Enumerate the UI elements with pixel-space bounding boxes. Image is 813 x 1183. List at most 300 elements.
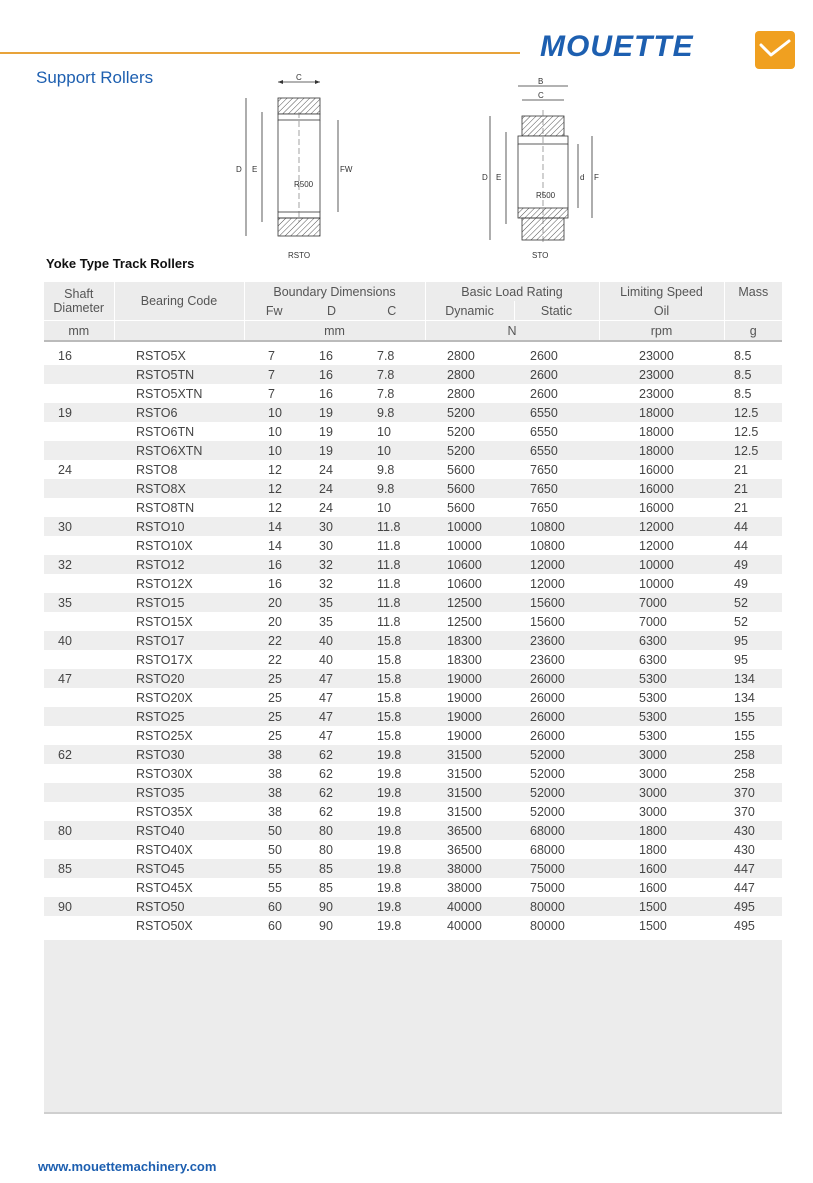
cell-mass: 258 [724, 764, 782, 783]
cell-code: RSTO45 [114, 859, 244, 878]
cell-mass: 430 [724, 821, 782, 840]
cell-d: 62 [304, 802, 359, 821]
rsto-label-r: R500 [294, 180, 314, 189]
cell-shaft [44, 707, 114, 726]
cell-fw: 25 [244, 726, 304, 745]
header-unit-g: g [724, 321, 782, 342]
cell-c: 19.8 [359, 821, 425, 840]
rsto-label-c: C [296, 73, 302, 82]
cell-code: RSTO35 [114, 783, 244, 802]
cell-static: 7650 [514, 460, 599, 479]
cell-speed: 23000 [599, 384, 724, 403]
cell-shaft: 16 [44, 346, 114, 365]
cell-c: 19.8 [359, 897, 425, 916]
cell-static: 2600 [514, 384, 599, 403]
cell-static: 10800 [514, 517, 599, 536]
cell-fw: 25 [244, 669, 304, 688]
rsto-label-d: D [236, 165, 242, 174]
cell-d: 47 [304, 726, 359, 745]
table-row [44, 821, 782, 840]
cell-shaft [44, 916, 114, 935]
cell-speed: 1600 [599, 878, 724, 897]
table-row [44, 897, 782, 916]
cell-mass: 21 [724, 479, 782, 498]
cell-speed: 6300 [599, 650, 724, 669]
cell-fw: 55 [244, 859, 304, 878]
rsto-drawing [228, 72, 368, 262]
cell-d: 62 [304, 783, 359, 802]
cell-mass: 370 [724, 802, 782, 821]
cell-dynamic: 31500 [425, 802, 514, 821]
cell-static: 6550 [514, 403, 599, 422]
cell-c: 7.8 [359, 384, 425, 403]
table-row [44, 593, 782, 612]
cell-shaft [44, 688, 114, 707]
cell-d: 19 [304, 403, 359, 422]
cell-speed: 16000 [599, 479, 724, 498]
cell-dynamic: 12500 [425, 593, 514, 612]
cell-code: RSTO15 [114, 593, 244, 612]
cell-static: 52000 [514, 745, 599, 764]
table-row [44, 802, 782, 821]
sto-label-d: D [482, 173, 488, 182]
table-row [44, 745, 782, 764]
cell-static: 23600 [514, 650, 599, 669]
table-row [44, 346, 782, 365]
cell-dynamic: 5200 [425, 422, 514, 441]
cell-c: 19.8 [359, 878, 425, 897]
cell-code: RSTO8X [114, 479, 244, 498]
cell-static: 6550 [514, 441, 599, 460]
cell-shaft: 30 [44, 517, 114, 536]
cell-c: 15.8 [359, 726, 425, 745]
sto-label-f: F [594, 173, 599, 182]
cell-shaft [44, 612, 114, 631]
header-unit-rpm: rpm [599, 321, 724, 342]
cell-c: 19.8 [359, 840, 425, 859]
cell-fw: 38 [244, 783, 304, 802]
cell-dynamic: 18300 [425, 631, 514, 650]
cell-shaft: 85 [44, 859, 114, 878]
cell-dynamic: 12500 [425, 612, 514, 631]
cell-static: 26000 [514, 688, 599, 707]
cell-shaft [44, 365, 114, 384]
cell-static: 68000 [514, 821, 599, 840]
cell-dynamic: 36500 [425, 840, 514, 859]
cell-code: RSTO8TN [114, 498, 244, 517]
table-row [44, 840, 782, 859]
cell-dynamic: 38000 [425, 859, 514, 878]
cell-static: 52000 [514, 802, 599, 821]
cell-static: 80000 [514, 897, 599, 916]
header-c: C [359, 301, 425, 321]
specs-table [44, 282, 782, 935]
cell-speed: 6300 [599, 631, 724, 650]
cell-fw: 14 [244, 517, 304, 536]
cell-mass: 12.5 [724, 441, 782, 460]
cell-fw: 16 [244, 555, 304, 574]
cell-shaft [44, 498, 114, 517]
cell-mass: 12.5 [724, 403, 782, 422]
cell-dynamic: 31500 [425, 783, 514, 802]
cell-fw: 38 [244, 745, 304, 764]
cell-c: 19.8 [359, 783, 425, 802]
table-row [44, 650, 782, 669]
cell-c: 9.8 [359, 403, 425, 422]
table-row [44, 783, 782, 802]
cell-static: 26000 [514, 707, 599, 726]
cell-static: 80000 [514, 916, 599, 935]
cell-dynamic: 38000 [425, 878, 514, 897]
cell-fw: 55 [244, 878, 304, 897]
cell-dynamic: 2800 [425, 365, 514, 384]
cell-fw: 10 [244, 441, 304, 460]
cell-fw: 12 [244, 460, 304, 479]
footer-website-link[interactable]: www.mouettemachinery.com [38, 1159, 217, 1174]
cell-speed: 23000 [599, 365, 724, 384]
cell-speed: 16000 [599, 498, 724, 517]
cell-c: 11.8 [359, 555, 425, 574]
cell-mass: 95 [724, 650, 782, 669]
table-row [44, 726, 782, 745]
cell-code: RSTO10X [114, 536, 244, 555]
cell-shaft [44, 574, 114, 593]
cell-dynamic: 10000 [425, 517, 514, 536]
cell-dynamic: 40000 [425, 897, 514, 916]
cell-shaft: 35 [44, 593, 114, 612]
cell-mass: 52 [724, 593, 782, 612]
cell-d: 85 [304, 859, 359, 878]
cell-mass: 447 [724, 878, 782, 897]
cell-fw: 60 [244, 916, 304, 935]
cell-shaft: 24 [44, 460, 114, 479]
header-mass: Mass [724, 282, 782, 301]
cell-dynamic: 31500 [425, 745, 514, 764]
cell-shaft [44, 726, 114, 745]
cell-code: RSTO17X [114, 650, 244, 669]
cell-code: RSTO5X [114, 346, 244, 365]
table-row [44, 365, 782, 384]
cell-c: 19.8 [359, 859, 425, 878]
header-unit-mm-boundary: mm [244, 321, 425, 342]
cell-speed: 5300 [599, 688, 724, 707]
cell-fw: 10 [244, 422, 304, 441]
cell-shaft [44, 536, 114, 555]
cell-d: 24 [304, 460, 359, 479]
header-shaft: Shaft Diameter [44, 282, 114, 321]
table-row [44, 631, 782, 650]
cell-dynamic: 10000 [425, 536, 514, 555]
cell-mass: 495 [724, 916, 782, 935]
cell-dynamic: 5600 [425, 460, 514, 479]
cell-d: 85 [304, 878, 359, 897]
cell-fw: 20 [244, 593, 304, 612]
cell-fw: 25 [244, 707, 304, 726]
cell-mass: 370 [724, 783, 782, 802]
cell-dynamic: 5600 [425, 479, 514, 498]
table-row [44, 707, 782, 726]
cell-mass: 430 [724, 840, 782, 859]
table-title: Yoke Type Track Rollers [46, 256, 195, 271]
cell-mass: 134 [724, 688, 782, 707]
cell-shaft: 62 [44, 745, 114, 764]
cell-speed: 18000 [599, 422, 724, 441]
cell-code: RSTO45X [114, 878, 244, 897]
cell-mass: 12.5 [724, 422, 782, 441]
table-row [44, 555, 782, 574]
brand-bird-icon [755, 31, 795, 69]
cell-code: RSTO6XTN [114, 441, 244, 460]
page-title: Support Rollers [36, 68, 154, 87]
cell-shaft: 19 [44, 403, 114, 422]
sto-drawing [478, 72, 618, 262]
cell-mass: 258 [724, 745, 782, 764]
cell-d: 32 [304, 574, 359, 593]
cell-c: 11.8 [359, 593, 425, 612]
cell-d: 80 [304, 821, 359, 840]
cell-mass: 44 [724, 536, 782, 555]
cell-dynamic: 31500 [425, 764, 514, 783]
bottom-rule [44, 1112, 782, 1114]
cell-shaft [44, 422, 114, 441]
table-row [44, 688, 782, 707]
cell-c: 9.8 [359, 460, 425, 479]
cell-shaft: 47 [44, 669, 114, 688]
header-d: D [304, 301, 359, 321]
brand-logo-text: MOUETTE [540, 30, 694, 63]
cell-d: 47 [304, 669, 359, 688]
cell-fw: 7 [244, 346, 304, 365]
header-load: Basic Load Rating [425, 282, 599, 301]
cell-static: 12000 [514, 555, 599, 574]
cell-static: 75000 [514, 878, 599, 897]
table-row [44, 669, 782, 688]
cell-code: RSTO25X [114, 726, 244, 745]
cell-d: 32 [304, 555, 359, 574]
sto-label-r: R500 [536, 191, 556, 200]
cell-dynamic: 5600 [425, 498, 514, 517]
cell-mass: 495 [724, 897, 782, 916]
cell-static: 6550 [514, 422, 599, 441]
cell-speed: 1800 [599, 821, 724, 840]
sto-label-c: C [538, 91, 544, 100]
cell-static: 15600 [514, 612, 599, 631]
cell-d: 35 [304, 612, 359, 631]
cell-mass: 8.5 [724, 346, 782, 365]
cell-speed: 5300 [599, 707, 724, 726]
cell-fw: 10 [244, 403, 304, 422]
header-unit-mm: mm [44, 321, 114, 342]
cell-speed: 18000 [599, 441, 724, 460]
cell-code: RSTO30 [114, 745, 244, 764]
cell-speed: 3000 [599, 745, 724, 764]
table-row [44, 536, 782, 555]
rsto-label-e: E [252, 165, 258, 174]
cell-mass: 49 [724, 574, 782, 593]
cell-shaft [44, 650, 114, 669]
cell-fw: 25 [244, 688, 304, 707]
cell-static: 26000 [514, 669, 599, 688]
rsto-caption: RSTO [288, 251, 311, 260]
cell-dynamic: 2800 [425, 346, 514, 365]
cell-speed: 1500 [599, 897, 724, 916]
cell-shaft: 32 [44, 555, 114, 574]
cell-code: RSTO12 [114, 555, 244, 574]
table-row [44, 441, 782, 460]
cell-shaft: 80 [44, 821, 114, 840]
cell-c: 10 [359, 441, 425, 460]
table-row [44, 859, 782, 878]
cell-dynamic: 40000 [425, 916, 514, 935]
cell-dynamic: 5200 [425, 403, 514, 422]
cell-static: 15600 [514, 593, 599, 612]
cell-dynamic: 19000 [425, 707, 514, 726]
cell-mass: 155 [724, 707, 782, 726]
cell-c: 11.8 [359, 574, 425, 593]
cell-speed: 10000 [599, 574, 724, 593]
cell-c: 15.8 [359, 631, 425, 650]
header-unit-n: N [425, 321, 599, 342]
cell-static: 10800 [514, 536, 599, 555]
cell-fw: 38 [244, 764, 304, 783]
cell-code: RSTO6TN [114, 422, 244, 441]
cell-static: 52000 [514, 764, 599, 783]
cell-code: RSTO30X [114, 764, 244, 783]
cell-dynamic: 19000 [425, 726, 514, 745]
cell-fw: 16 [244, 574, 304, 593]
cell-shaft [44, 441, 114, 460]
cell-shaft [44, 802, 114, 821]
cell-d: 30 [304, 517, 359, 536]
cell-code: RSTO35X [114, 802, 244, 821]
cell-mass: 155 [724, 726, 782, 745]
cell-fw: 50 [244, 821, 304, 840]
table-row [44, 422, 782, 441]
cell-d: 16 [304, 346, 359, 365]
table-row [44, 517, 782, 536]
cell-shaft: 90 [44, 897, 114, 916]
header-fw: Fw [244, 301, 304, 321]
cell-static: 2600 [514, 346, 599, 365]
cell-code: RSTO40 [114, 821, 244, 840]
cell-speed: 5300 [599, 669, 724, 688]
cell-d: 30 [304, 536, 359, 555]
cell-d: 47 [304, 688, 359, 707]
sto-caption: STO [532, 251, 549, 260]
cell-speed: 3000 [599, 783, 724, 802]
cell-d: 90 [304, 897, 359, 916]
table-row [44, 479, 782, 498]
cell-speed: 5300 [599, 726, 724, 745]
cell-code: RSTO25 [114, 707, 244, 726]
table-row [44, 612, 782, 631]
cell-c: 15.8 [359, 669, 425, 688]
cell-d: 40 [304, 650, 359, 669]
cell-c: 10 [359, 422, 425, 441]
cell-code: RSTO6 [114, 403, 244, 422]
cell-c: 7.8 [359, 346, 425, 365]
cell-static: 7650 [514, 479, 599, 498]
cell-fw: 12 [244, 498, 304, 517]
cell-static: 68000 [514, 840, 599, 859]
cell-static: 52000 [514, 783, 599, 802]
cell-fw: 22 [244, 650, 304, 669]
header-boundary: Boundary Dimensions [244, 282, 425, 301]
header-speed: Limiting Speed [599, 282, 724, 301]
cell-mass: 52 [724, 612, 782, 631]
cell-static: 75000 [514, 859, 599, 878]
cell-static: 2600 [514, 365, 599, 384]
cell-d: 16 [304, 384, 359, 403]
cell-fw: 20 [244, 612, 304, 631]
cell-dynamic: 36500 [425, 821, 514, 840]
table-row [44, 878, 782, 897]
cell-speed: 10000 [599, 555, 724, 574]
cell-dynamic: 2800 [425, 384, 514, 403]
cell-code: RSTO5XTN [114, 384, 244, 403]
cell-mass: 95 [724, 631, 782, 650]
cell-speed: 3000 [599, 802, 724, 821]
cell-mass: 8.5 [724, 365, 782, 384]
cell-shaft [44, 764, 114, 783]
table-row [44, 498, 782, 517]
cell-d: 35 [304, 593, 359, 612]
cell-fw: 22 [244, 631, 304, 650]
cell-mass: 44 [724, 517, 782, 536]
cell-dynamic: 19000 [425, 688, 514, 707]
cell-speed: 12000 [599, 517, 724, 536]
header-oil: Oil [599, 301, 724, 321]
cell-dynamic: 19000 [425, 669, 514, 688]
cell-code: RSTO8 [114, 460, 244, 479]
cell-mass: 8.5 [724, 384, 782, 403]
cell-c: 11.8 [359, 517, 425, 536]
cell-static: 12000 [514, 574, 599, 593]
cell-shaft [44, 783, 114, 802]
cell-fw: 14 [244, 536, 304, 555]
cell-d: 80 [304, 840, 359, 859]
cell-code: RSTO17 [114, 631, 244, 650]
blank-panel [44, 940, 782, 1112]
cell-mass: 49 [724, 555, 782, 574]
cell-code: RSTO40X [114, 840, 244, 859]
cell-speed: 7000 [599, 593, 724, 612]
cell-c: 15.8 [359, 688, 425, 707]
cell-fw: 7 [244, 384, 304, 403]
cell-mass: 21 [724, 498, 782, 517]
cell-d: 19 [304, 422, 359, 441]
table-row [44, 916, 782, 935]
cell-code: RSTO15X [114, 612, 244, 631]
cell-speed: 3000 [599, 764, 724, 783]
cell-fw: 38 [244, 802, 304, 821]
cell-c: 19.8 [359, 745, 425, 764]
cell-speed: 23000 [599, 346, 724, 365]
cell-code: RSTO10 [114, 517, 244, 536]
rsto-label-fw: FW [340, 165, 353, 174]
cell-speed: 1800 [599, 840, 724, 859]
table-row [44, 574, 782, 593]
cell-fw: 60 [244, 897, 304, 916]
table-row [44, 403, 782, 422]
cell-static: 26000 [514, 726, 599, 745]
cell-dynamic: 10600 [425, 555, 514, 574]
cell-c: 11.8 [359, 612, 425, 631]
cell-shaft [44, 878, 114, 897]
cell-dynamic: 5200 [425, 441, 514, 460]
cell-c: 10 [359, 498, 425, 517]
cell-shaft: 40 [44, 631, 114, 650]
